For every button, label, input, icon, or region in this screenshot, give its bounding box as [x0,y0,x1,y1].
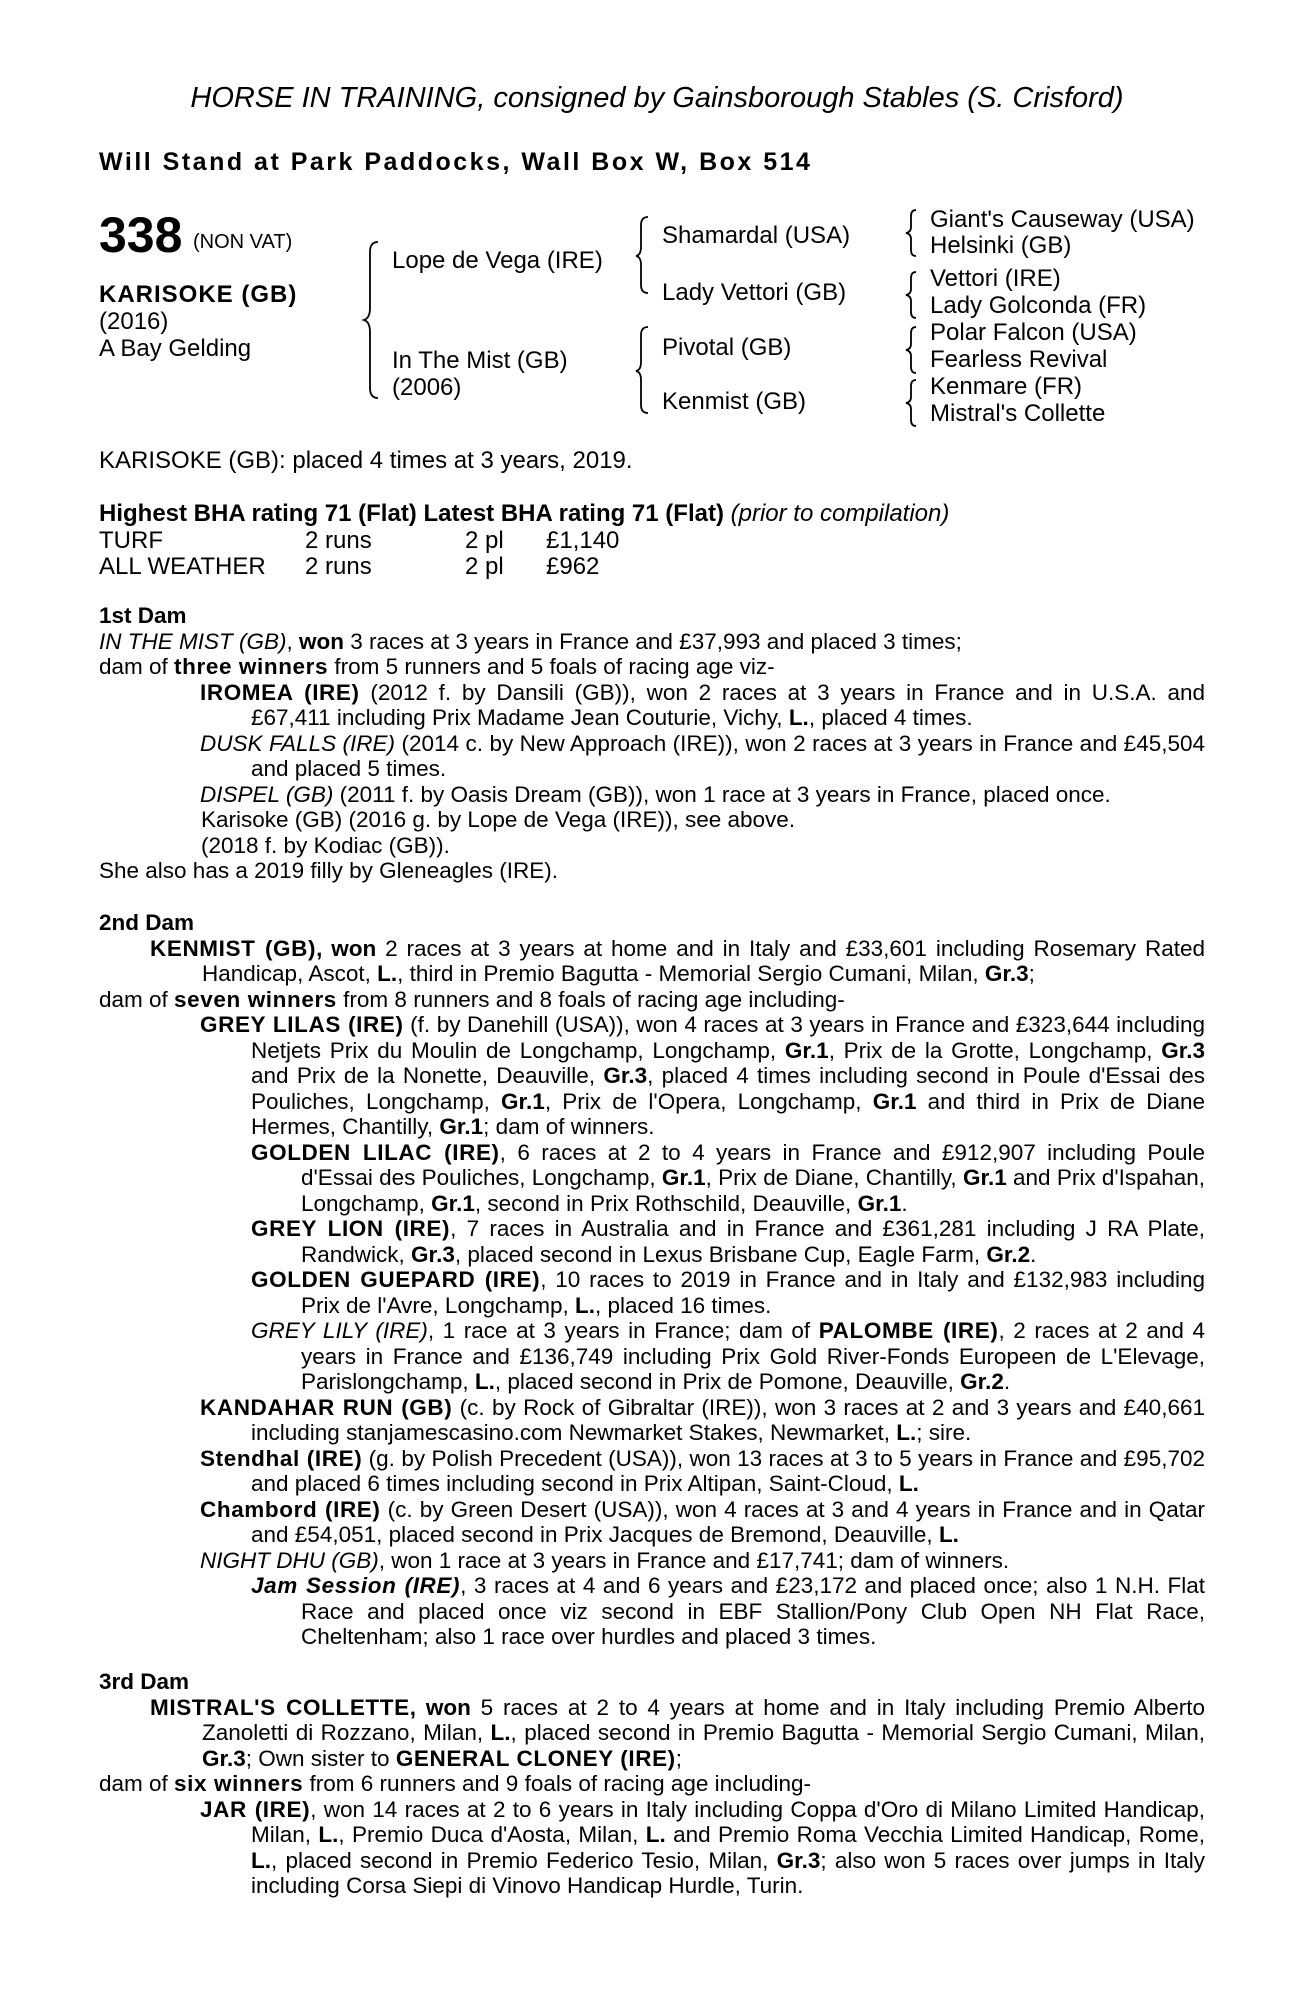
pedigree-brace-g56 [906,325,922,375]
surface: TURF [99,527,163,554]
horse-description: A Bay Gelding [99,335,252,362]
dam-record: IN THE MIST (GB), won 3 races at 3 years in France and £37,993 and placed 3 times; [99,628,962,654]
bha-ratings [99,500,949,528]
horse-name: KARISOKE (GB) [99,281,298,308]
produce-2019: She also has a 2019 filly by Gleneagles (IRE). [99,858,558,883]
pedigree-dam-dam: Kenmist (GB) [662,388,807,415]
pedigree-dam-sire: Pivotal (GB) [662,334,792,361]
pedigree-sire-dam: Lady Vettori (GB) [662,279,847,306]
runs: 2 runs [305,553,372,580]
foaling-year: (2016) [99,308,169,335]
dam-produce-summary: dam of seven winners from 8 runners and 8 foals of racing age including- [99,986,845,1012]
pedigree-brace-g78 [906,378,922,428]
produce-2018: (2018 f. by Kodiac (GB)). [201,832,450,858]
produce-iromea: IROMEA (IRE) (2012 f. by Dansili (GB)), won 2 races at 3 years in France and in U.S.A. and £67,411 including Prix Madame Jean Couturie, Vichy, L., placed 4 times. [200,679,1206,730]
vat-status: (NON VAT) [193,231,293,253]
produce-dusk-falls: DUSK FALLS (IRE) (2014 c. by New Approach (IRE)), won 2 races at 3 years in France and £45,504 and placed 5 times. [200,730,1206,781]
surface: ALL WEATHER [99,553,266,580]
pedigree-g1: Giant's Causeway (USA) [930,206,1195,233]
produce-night-dhu: NIGHT DHU (GB), won 1 race at 3 years in France and £17,741; dam of winners. [200,1547,1010,1573]
produce-dispel: DISPEL (GB) (2011 f. by Oasis Dream (GB)), won 1 race at 3 years in France, placed once. [200,781,1111,807]
horse-details [99,308,251,362]
section-heading: 3rd Dam [99,1669,190,1694]
produce-karisoke: Karisoke (GB) (2016 g. by Lope de Vega (IRE)), see above. [201,807,796,832]
pedigree-brace-g34 [906,270,922,320]
section-heading: 2nd Dam [99,910,195,935]
race-summary: KARISOKE (GB): placed 4 times at 3 years, 2019. [99,447,633,474]
dam-record: MISTRAL'S COLLETTE, won 5 races at 2 to 4 years at home and in Italy including Premio Alberto Zanoletti di Rozzano, Milan, L., placed second in Premio Bagutta - Memorial Sergio Cumani, Milan, Gr.3; Own sister to GENERAL CLONEY (IRE); [150,1694,1205,1771]
first-dam-section [99,603,1205,884]
dam-produce-summary: dam of six winners from 6 runners and 9 foals of racing age including- [99,1771,811,1796]
performance-row-turf [99,527,799,553]
pedigree-g3: Vettori (IRE) [930,265,1061,292]
produce-jam-session: Jam Session (IRE), 3 races at 4 and 6 years and £23,172 and placed once; also 1 N.H. Flat Race and placed once viz second in EBF Stallion/Pony Club Open NH Flat Race, Cheltenham; also 1 race over hurdles and placed 3 times. [251,1573,1205,1649]
lot-number: 338 [99,207,183,263]
prize-money: £1,140 [546,527,620,554]
runs: 2 runs [305,527,372,554]
dam-produce-summary: dam of three winners from 5 runners and 5 foals of racing age viz- [99,654,775,679]
third-dam-section [99,1669,1205,1899]
produce-grey-lily: GREY LILY (IRE), 1 race at 3 years in France; dam of PALOMBE (IRE), 2 races at 2 and 4 years in France and £136,749 including Prix Gold River-Fonds Europeen de L'Elevage, Parislongchamp, L., placed second in Prix de Pomone, Deauville, Gr.2. [251,1318,1206,1394]
pedigree-dam-year: (2006) [392,374,462,401]
pedigree-g5: Polar Falcon (USA) [930,319,1137,346]
placed: 2 pl [465,553,504,580]
placed: 2 pl [465,527,504,554]
ratings-heading: Highest BHA rating 71 (Flat) Latest BHA rating 71 (Flat) [99,500,724,527]
dam-record: KENMIST (GB), won 2 races at 3 years at home and in Italy and £33,601 including Rosemary Rated Handicap, Ascot, L., third in Premio Bagutta - Memorial Sergio Cumani, Milan, Gr.3; [150,935,1205,986]
section-heading: 1st Dam [99,603,187,628]
produce-chambord: Chambord (IRE) (c. by Green Desert (USA)), won 4 races at 3 and 4 years in France and in Qatar and £54,051, placed second in Prix Jacques de Bremond, Deauville, L. [200,1496,1205,1547]
pedigree-brace-g12 [906,208,922,258]
produce-grey-lilas: GREY LILAS (IRE) (f. by Danehill (USA)), won 4 races at 3 years in France and £323,644 including Netjets Prix du Moulin de Longchamp, Longchamp, Gr.1, Prix de la Grotte, Longchamp, Gr.3 and Prix de la Nonette, Deauville, Gr.3, placed 4 times including second in Poule d'Essai des Pouliches, Longchamp, Gr.1, Prix de l'Opera, Longchamp, Gr.1 and third in Prix de Diane Hermes, Chantilly, Gr.1; dam of winners. [200,1012,1205,1139]
pedigree-g6: Fearless Revival [930,346,1108,373]
produce-grey-lion: GREY LION (IRE), 7 races in Australia and in France and £361,281 including J RA Plate, Randwick, Gr.3, placed second in Lexus Brisbane Cup, Eagle Farm, Gr.2. [251,1216,1205,1267]
page-title: HORSE IN TRAINING, consigned by Gainsborough Stables (S. Crisford) [190,82,1124,114]
produce-jar: JAR (IRE), won 14 races at 2 to 6 years in Italy including Coppa d'Oro di Milano Limited Handicap, Milan, L., Premio Duca d'Aosta, Milan, L. and Premio Roma Vecchia Limited Handicap, Rome, L., placed second in Premio Federico Tesio, Milan, Gr.3; also won 5 races over jumps in Italy including Corsa Siepi di Vinovo Handicap Hurdle, Turin. [200,1796,1205,1898]
prize-money: £962 [546,553,600,580]
ratings-note: (prior to compilation) [730,500,950,527]
pedigree-g8: Mistral's Collette [930,400,1106,427]
second-dam-section [99,910,1205,1650]
pedigree-g2: Helsinki (GB) [930,232,1072,259]
venue-line: Will Stand at Park Paddocks, Wall Box W, Box 514 [99,148,813,176]
pedigree-brace-dam [636,325,656,415]
pedigree-brace-main [366,240,386,400]
pedigree-sire: Lope de Vega (IRE) [392,247,603,274]
pedigree-brace-sire [636,215,656,295]
pedigree-g7: Kenmare (FR) [930,373,1083,400]
produce-golden-guepard: GOLDEN GUEPARD (IRE), 10 races to 2019 in France and in Italy and £132,983 including Prix de l'Avre, Longchamp, L., placed 16 times. [251,1267,1206,1318]
produce-stendhal: Stendhal (IRE) (g. by Polish Precedent (USA)), won 13 races at 3 to 5 years in France and £95,702 and placed 6 times including second in Prix Altipan, Saint-Cloud, L. [200,1445,1205,1496]
performance-row-all-weather [99,553,799,579]
pedigree-dam: In The Mist (GB) [392,347,568,374]
produce-golden-lilac: GOLDEN LILAC (IRE), 6 races at 2 to 4 years in France and £912,907 including Poule d'Essai des Pouliches, Longchamp, Gr.1, Prix de Diane, Chantilly, Gr.1 and Prix d'Ispahan, Longchamp, Gr.1, second in Prix Rothschild, Deauville, Gr.1. [251,1139,1205,1216]
pedigree-g4: Lady Golconda (FR) [930,292,1147,319]
performance-table [99,527,799,579]
produce-kandahar-run: KANDAHAR RUN (GB) (c. by Rock of Gibraltar (IRE)), won 3 races at 2 and 3 years and £40,661 including stanjamescasino.com Newmarket Stakes, Newmarket, L.; sire. [200,1394,1205,1445]
pedigree-sire-sire: Shamardal (USA) [662,222,851,249]
